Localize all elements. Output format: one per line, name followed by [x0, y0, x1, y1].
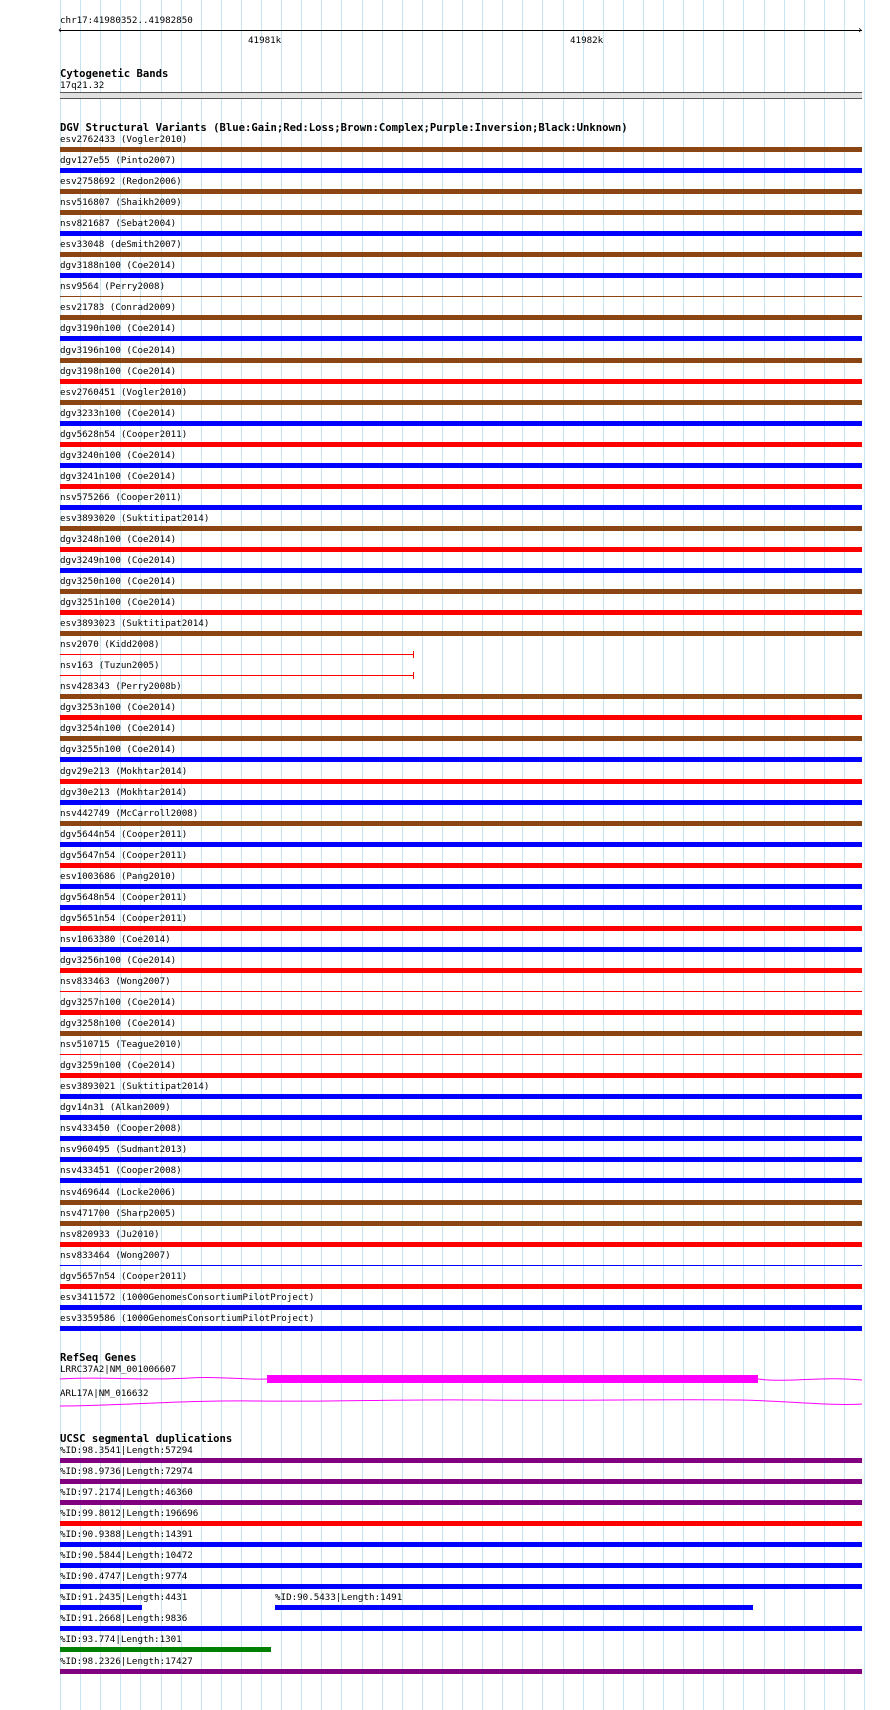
dgv-feature-label[interactable]: nsv163 (Tuzun2005)	[60, 660, 160, 671]
ruler-arrow-right-icon: ›	[857, 25, 864, 36]
dgv-feature-label[interactable]: dgv3253n100 (Coe2014)	[60, 702, 177, 713]
dgv-track-title[interactable]: DGV Structural Variants (Blue:Gain;Red:Loss;Brown:Complex;Purple:Inversion;Black:Unknown)	[60, 122, 628, 134]
gene-lrrc37a2-model[interactable]	[60, 1372, 862, 1388]
dgv-feature-label[interactable]: nsv575266 (Cooper2011)	[60, 492, 182, 503]
dgv-feature-label[interactable]: dgv5657n54 (Cooper2011)	[60, 1271, 188, 1282]
dgv-feature-bar[interactable]	[60, 779, 862, 784]
dgv-feature-label[interactable]: dgv29e213 (Mokhtar2014)	[60, 766, 188, 777]
segdup-feature-bar[interactable]	[60, 1626, 862, 1631]
dgv-feature-bar[interactable]	[60, 210, 862, 215]
dgv-feature-label[interactable]: nsv469644 (Locke2006)	[60, 1187, 177, 1198]
dgv-feature-label[interactable]: nsv820933 (Ju2010)	[60, 1229, 160, 1240]
segdup-feature-bar[interactable]	[60, 1458, 862, 1463]
dgv-feature-label[interactable]: dgv5651n54 (Cooper2011)	[60, 913, 188, 924]
dgv-feature-bar[interactable]	[60, 968, 862, 973]
dgv-feature-label[interactable]: dgv3240n100 (Coe2014)	[60, 450, 177, 461]
dgv-feature-label[interactable]: dgv14n31 (Alkan2009)	[60, 1102, 171, 1113]
dgv-feature-bar[interactable]	[60, 1115, 862, 1120]
dgv-feature-bar[interactable]	[60, 926, 862, 931]
dgv-feature-bar[interactable]	[60, 694, 862, 699]
segdup-feature-bar[interactable]	[60, 1584, 862, 1589]
segdup-feature-label[interactable]: %ID:93.774|Length:1301	[60, 1634, 182, 1645]
dgv-feature-label[interactable]: nsv433450 (Cooper2008)	[60, 1123, 182, 1134]
dgv-feature-label[interactable]: dgv3196n100 (Coe2014)	[60, 345, 177, 356]
segdup-track-title[interactable]: UCSC segmental duplications	[60, 1433, 233, 1445]
dgv-feature-label[interactable]: dgv3251n100 (Coe2014)	[60, 597, 177, 608]
dgv-feature-label[interactable]: dgv3256n100 (Coe2014)	[60, 955, 177, 966]
dgv-feature-bar[interactable]	[60, 400, 862, 405]
segdup-feature-bar[interactable]	[275, 1605, 753, 1610]
dgv-feature-bar[interactable]	[60, 252, 862, 257]
dgv-feature-bar[interactable]	[60, 1094, 862, 1099]
dgv-feature-bar[interactable]	[60, 168, 862, 173]
segdup-feature-bar[interactable]	[60, 1521, 862, 1526]
dgv-feature-bar[interactable]	[60, 675, 414, 676]
dgv-feature-bar[interactable]	[60, 715, 862, 720]
dgv-feature-bar[interactable]	[60, 884, 862, 889]
gene-exon[interactable]	[267, 1375, 758, 1383]
cytoband-bar[interactable]	[60, 92, 862, 99]
dgv-feature-bar[interactable]	[60, 547, 862, 552]
dgv-feature-label[interactable]: esv3359586 (1000GenomesConsortiumPilotProject)	[60, 1313, 315, 1324]
dgv-feature-bar[interactable]	[60, 568, 862, 573]
segdup-feature-label[interactable]: %ID:91.2668|Length:9836	[60, 1613, 188, 1624]
dgv-feature-label[interactable]: dgv5648n54 (Cooper2011)	[60, 892, 188, 903]
gene-label[interactable]: LRRC37A2|NM_001006607	[60, 1364, 177, 1375]
dgv-feature-bar[interactable]	[60, 484, 862, 489]
dgv-feature-label[interactable]: dgv5644n54 (Cooper2011)	[60, 829, 188, 840]
dgv-feature-label[interactable]: dgv30e213 (Mokhtar2014)	[60, 787, 188, 798]
segdup-feature-bar[interactable]	[60, 1605, 142, 1610]
dgv-feature-label[interactable]: dgv3198n100 (Coe2014)	[60, 366, 177, 377]
dgv-feature-label[interactable]: nsv833463 (Wong2007)	[60, 976, 171, 987]
dgv-feature-bar[interactable]	[60, 991, 862, 992]
dgv-feature-bar[interactable]	[60, 589, 862, 594]
dgv-feature-label[interactable]: nsv833464 (Wong2007)	[60, 1250, 171, 1261]
grid-line	[864, 0, 865, 1710]
segdup-feature-label[interactable]: %ID:97.2174|Length:46360	[60, 1487, 193, 1498]
segdup-feature-bar[interactable]	[60, 1479, 862, 1484]
dgv-feature-bar[interactable]	[60, 526, 862, 531]
dgv-feature-bar[interactable]	[60, 379, 862, 384]
dgv-feature-label[interactable]: esv2762433 (Vogler2010)	[60, 134, 188, 145]
dgv-feature-bar[interactable]	[60, 1031, 862, 1036]
segdup-feature-label[interactable]: %ID:99.8012|Length:196696	[60, 1508, 199, 1519]
dgv-feature-bar[interactable]	[60, 442, 862, 447]
dgv-feature-bar[interactable]	[60, 1242, 862, 1247]
dgv-feature-label[interactable]: dgv127e55 (Pinto2007)	[60, 155, 177, 166]
dgv-feature-end-cap	[413, 651, 414, 658]
dgv-feature-label[interactable]: esv2758692 (Redon2006)	[60, 176, 182, 187]
dgv-feature-bar[interactable]	[60, 947, 862, 952]
dgv-feature-label[interactable]: dgv3255n100 (Coe2014)	[60, 744, 177, 755]
segdup-feature-bar[interactable]	[60, 1647, 271, 1652]
dgv-feature-bar[interactable]	[60, 231, 862, 236]
dgv-feature-label[interactable]: dgv5647n54 (Cooper2011)	[60, 850, 188, 861]
dgv-feature-label[interactable]: dgv3249n100 (Coe2014)	[60, 555, 177, 566]
dgv-feature-bar[interactable]	[60, 273, 862, 278]
dgv-feature-bar[interactable]	[60, 315, 862, 320]
segdup-feature-label[interactable]: %ID:98.9736|Length:72974	[60, 1466, 193, 1477]
dgv-feature-bar[interactable]	[60, 1305, 862, 1310]
dgv-feature-label[interactable]: dgv3188n100 (Coe2014)	[60, 260, 177, 271]
dgv-feature-bar[interactable]	[60, 1136, 862, 1141]
cytogenetic-track-title[interactable]: Cytogenetic Bands	[60, 68, 169, 80]
dgv-feature-label[interactable]: nsv428343 (Perry2008b)	[60, 681, 182, 692]
dgv-feature-bar[interactable]	[60, 1265, 862, 1266]
dgv-feature-bar[interactable]	[60, 757, 862, 762]
dgv-feature-label[interactable]: esv1003686 (Pang2010)	[60, 871, 177, 882]
dgv-feature-label[interactable]: dgv3258n100 (Coe2014)	[60, 1018, 177, 1029]
segdup-feature-bar[interactable]	[60, 1563, 862, 1568]
dgv-feature-label[interactable]: esv3411572 (1000GenomesConsortiumPilotProject)	[60, 1292, 315, 1303]
ruler-tick-label: 41982k	[570, 35, 604, 46]
dgv-feature-bar[interactable]	[60, 905, 862, 910]
gene-label[interactable]: ARL17A|NM_016632	[60, 1388, 149, 1399]
dgv-feature-label[interactable]: nsv960495 (Sudmant2013)	[60, 1144, 188, 1155]
dgv-feature-bar[interactable]	[60, 1326, 862, 1331]
segdup-feature-label[interactable]: %ID:98.3541|Length:57294	[60, 1445, 193, 1456]
dgv-feature-label[interactable]: esv3893021 (Suktitipat2014)	[60, 1081, 210, 1092]
dgv-feature-bar[interactable]	[60, 1073, 862, 1078]
segdup-feature-label[interactable]: %ID:98.2326|Length:17427	[60, 1656, 193, 1667]
ruler-arrow-left-icon: ‹	[57, 25, 64, 36]
segdup-feature-label[interactable]: %ID:90.5844|Length:10472	[60, 1550, 193, 1561]
dgv-feature-label[interactable]: nsv1063380 (Coe2014)	[60, 934, 171, 945]
dgv-feature-label[interactable]: nsv510715 (Teague2010)	[60, 1039, 182, 1050]
ruler-position: chr17:41980352..41982850	[60, 15, 193, 26]
dgv-feature-bar[interactable]	[60, 736, 862, 741]
dgv-feature-label[interactable]: esv21783 (Conrad2009)	[60, 302, 177, 313]
segdup-feature-bar[interactable]	[60, 1542, 862, 1547]
dgv-feature-bar[interactable]	[60, 821, 862, 826]
dgv-feature-label[interactable]: esv3893023 (Suktitipat2014)	[60, 618, 210, 629]
dgv-feature-label[interactable]: nsv442749 (McCarroll2008)	[60, 808, 199, 819]
segdup-feature-label[interactable]: %ID:91.2435|Length:4431	[60, 1592, 188, 1603]
dgv-feature-bar[interactable]	[60, 463, 862, 468]
segdup-feature-bar[interactable]	[60, 1669, 862, 1674]
dgv-feature-label[interactable]: dgv3233n100 (Coe2014)	[60, 408, 177, 419]
segdup-feature-label[interactable]: %ID:90.4747|Length:9774	[60, 1571, 188, 1582]
dgv-feature-label[interactable]: dgv3257n100 (Coe2014)	[60, 997, 177, 1008]
dgv-feature-bar[interactable]	[60, 421, 862, 426]
dgv-feature-label[interactable]: nsv433451 (Cooper2008)	[60, 1165, 182, 1176]
dgv-feature-bar[interactable]	[60, 654, 414, 655]
dgv-feature-label[interactable]: nsv471700 (Sharp2005)	[60, 1208, 177, 1219]
segdup-feature-label[interactable]: %ID:90.5433|Length:1491	[275, 1592, 403, 1603]
dgv-feature-end-cap	[413, 672, 414, 679]
dgv-feature-bar[interactable]	[60, 505, 862, 510]
dgv-feature-bar[interactable]	[60, 147, 862, 152]
ruler-tick-label: 41981k	[248, 35, 282, 46]
gene-arl17a-model[interactable]	[60, 1396, 862, 1410]
dgv-feature-bar[interactable]	[60, 610, 862, 615]
dgv-feature-bar[interactable]	[60, 1221, 862, 1226]
dgv-feature-bar[interactable]	[60, 358, 862, 363]
dgv-feature-label[interactable]: nsv516807 (Shaikh2009)	[60, 197, 182, 208]
dgv-feature-bar[interactable]	[60, 1157, 862, 1162]
refseq-track-title[interactable]: RefSeq Genes	[60, 1352, 137, 1364]
dgv-feature-label[interactable]: nsv9564 (Perry2008)	[60, 281, 166, 292]
dgv-feature-label[interactable]: esv33048 (deSmith2007)	[60, 239, 182, 250]
dgv-feature-bar[interactable]	[60, 1284, 862, 1289]
dgv-feature-label[interactable]: dgv3248n100 (Coe2014)	[60, 534, 177, 545]
dgv-feature-bar[interactable]	[60, 842, 862, 847]
dgv-feature-bar[interactable]	[60, 1200, 862, 1205]
dgv-feature-bar[interactable]	[60, 631, 862, 636]
segdup-feature-bar[interactable]	[60, 1500, 862, 1505]
dgv-feature-label[interactable]: nsv2070 (Kidd2008)	[60, 639, 160, 650]
dgv-feature-label[interactable]: dgv3241n100 (Coe2014)	[60, 471, 177, 482]
dgv-feature-label[interactable]: dgv3254n100 (Coe2014)	[60, 723, 177, 734]
ruler-axis	[60, 30, 862, 31]
dgv-feature-label[interactable]: dgv5628n54 (Cooper2011)	[60, 429, 188, 440]
segdup-feature-label[interactable]: %ID:90.9388|Length:14391	[60, 1529, 193, 1540]
dgv-feature-label[interactable]: nsv821687 (Sebat2004)	[60, 218, 177, 229]
dgv-feature-label[interactable]: dgv3190n100 (Coe2014)	[60, 323, 177, 334]
dgv-feature-bar[interactable]	[60, 800, 862, 805]
dgv-feature-label[interactable]: dgv3250n100 (Coe2014)	[60, 576, 177, 587]
dgv-feature-bar[interactable]	[60, 296, 862, 297]
dgv-feature-label[interactable]: esv3893020 (Suktitipat2014)	[60, 513, 210, 524]
dgv-feature-bar[interactable]	[60, 1178, 862, 1183]
cytoband-label: 17q21.32	[60, 80, 105, 91]
dgv-feature-bar[interactable]	[60, 863, 862, 868]
dgv-feature-label[interactable]: dgv3259n100 (Coe2014)	[60, 1060, 177, 1071]
dgv-feature-bar[interactable]	[60, 1010, 862, 1015]
dgv-feature-bar[interactable]	[60, 1054, 862, 1055]
dgv-feature-bar[interactable]	[60, 336, 862, 341]
dgv-feature-bar[interactable]	[60, 189, 862, 194]
dgv-feature-label[interactable]: esv2760451 (Vogler2010)	[60, 387, 188, 398]
